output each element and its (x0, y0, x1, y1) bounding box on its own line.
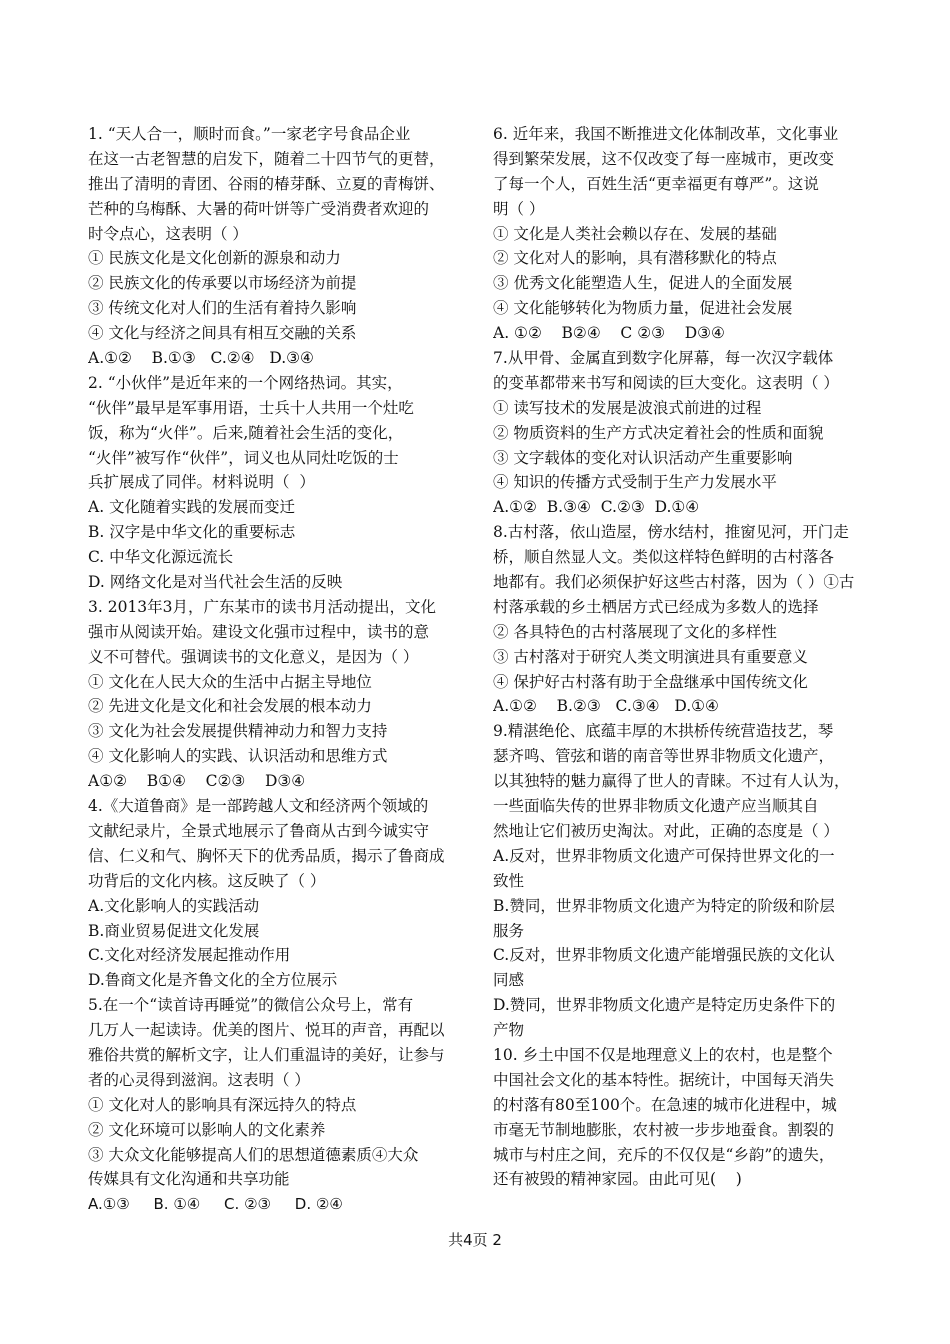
text-line: B.赞同，世界非物质文化遗产为特定的阶级和阶层 (493, 896, 835, 915)
text-line: ② 文化对人的影响，具有潜移默化的特点 (493, 249, 777, 268)
text-line: ① 文化对人的影响具有深远持久的特点 (88, 1095, 357, 1114)
text-line: 城市与村庄之间，充斥的不仅仅是“乡韵”的遗失， (493, 1145, 835, 1164)
text-line: 产物 (493, 1021, 525, 1040)
text-line: ④ 保护好古村落有助于全盘继承中国传统文化 (493, 672, 808, 691)
text-line: ④ 文化与经济之间具有相互交融的关系 (88, 324, 357, 343)
text-line: ② 民族文化的传承要以市场经济为前提 (88, 274, 357, 293)
text-line: A①② B①④ C②③ D③④ (88, 772, 306, 791)
left-column (88, 122, 460, 1217)
text-line: ④ 知识的传播方式受制于生产力发展水平 (493, 473, 777, 492)
text-line: 5.在一个“读首诗再睡觉”的微信公众号上，常有 (88, 996, 414, 1015)
text-line: ② 先进文化是文化和社会发展的根本动力 (88, 697, 372, 716)
text-line: 9.精湛绝伦、底蕴丰厚的木拱桥传统营造技艺，琴 (493, 722, 834, 741)
text-line: 文献纪录片，全景式地展示了鲁商从古到今诚实守 (88, 821, 430, 840)
text-line: 饭，称为“火伴”。后来,随着社会生活的变化， (88, 423, 404, 442)
text-line: 了每一个人，百姓生活“更幸福更有尊严”。这说 (493, 174, 819, 193)
text-line: 村落承载的乡土栖居方式已经成为多数人的选择 (493, 597, 819, 616)
text-line: A.①② B.③④ C.②③ D.①④ (493, 498, 700, 517)
text-line: ② 文化环境可以影响人的文化素养 (88, 1120, 326, 1139)
text-line: 中国社会文化的基本特性。据统计，中国每天消失 (493, 1070, 835, 1089)
text-line: A.反对，世界非物质文化遗产可保持世界文化的一 (493, 846, 835, 865)
text-line: ① 读写技术的发展是波浪式前进的过程 (493, 398, 762, 417)
text-line: 致性 (493, 871, 525, 890)
text-line: 几万人一起读诗。优美的图片、悦耳的声音，再配以 (88, 1021, 445, 1040)
text-line: A. ①② B②④ C ②③ D③④ (493, 324, 725, 343)
text-line: 一些面临失传的世界非物质文化遗产应当顺其自 (493, 797, 819, 816)
text-line: 在这一古老智慧的启发下，随着二十四节气的更替， (88, 149, 445, 168)
text-line: 2. “小伙伴”是近年来的一个网络热词。其实， (88, 373, 403, 392)
text-line: “伙伴”最早是军事用语，士兵十人共用一个灶吃 (88, 398, 414, 417)
text-line: 桥，顺自然显人文。类似这样特色鲜明的古村落各 (493, 548, 835, 567)
text-line: 地都有。我们必须保护好这些古村落，因为（ ）①古 (493, 573, 855, 592)
text-line: ③ 文字载体的变化对认识活动产生重要影响 (493, 448, 793, 467)
text-line: ② 各具特色的古村落展现了文化的多样性 (493, 622, 777, 641)
text-line: D. 网络文化是对当代社会生活的反映 (88, 573, 343, 592)
text-line: “火伴”被写作“伙伴”，词义也从同灶吃饭的士 (88, 448, 399, 467)
text-line: 3. 2013年3月，广东某市的读书月活动提出，文化 (88, 597, 437, 616)
text-line: 推出了清明的青团、谷雨的椿芽酥、立夏的青梅饼、 (88, 174, 445, 193)
text-line: 雅俗共赏的解析文字，让人们重温诗的美好，让参与 (88, 1045, 445, 1064)
text-line: 兵扩展成了同伴。材料说明（ ） (88, 473, 315, 492)
text-line: ③ 大众文化能够提高人们的思想道德素质④大众 (88, 1145, 419, 1164)
text-line: 4.《大道鲁商》是一部跨越人文和经济两个领域的 (88, 797, 429, 816)
text-line: 1. “天人合一，顺时而食。”一家老字号食品企业 (88, 125, 411, 143)
text-line: ④ 文化影响人的实践、认识活动和思维方式 (88, 747, 388, 766)
text-line: C.反对，世界非物质文化遗产能增强民族的文化认 (493, 946, 835, 965)
text-line: B.商业贸易促进文化发展 (88, 921, 260, 940)
text-line: 传媒具有文化沟通和共享功能 (88, 1170, 290, 1189)
text-line: 的变革都带来书写和阅读的巨大变化。这表明（ ） (493, 373, 839, 392)
text-line: ① 文化在人民大众的生活中占据主导地位 (88, 672, 372, 691)
text-line: 服务 (493, 921, 525, 940)
text-line: ② 物质资料的生产方式决定着社会的性质和面貌 (493, 423, 824, 442)
text-line: A.文化影响人的实践活动 (88, 896, 260, 915)
text-line: D.赞同，世界非物质文化遗产是特定历史条件下的 (493, 996, 836, 1015)
text-line: 然地让它们被历史淘汰。对此，正确的态度是（ ） (493, 821, 839, 840)
text-line: ③ 文化为社会发展提供精神动力和智力支持 (88, 722, 388, 741)
text-line: 同感 (493, 971, 525, 990)
text-line: 得到繁荣发展，这不仅改变了每一座城市，更改变 (493, 149, 835, 168)
text-line: A. 文化随着实践的发展而变迁 (88, 498, 296, 517)
text-line: A.①③ B. ①④ C. ②③ D. ②④ (88, 1195, 343, 1214)
text-line: C.文化对经济发展起推动作用 (88, 946, 291, 965)
text-line: C. 中华文化源远流长 (88, 548, 234, 567)
text-line: 以其独特的魅力赢得了世人的青睐。不过有人认为， (493, 772, 850, 791)
text-line: 功背后的文化内核。这反映了（ ） (88, 871, 326, 890)
text-line: ④ 文化能够转化为物质力量，促进社会发展 (493, 299, 793, 318)
text-line: ③ 传统文化对人们的生活有着持久影响 (88, 299, 357, 318)
text-line: ③ 优秀文化能塑造人生，促进人的全面发展 (493, 274, 793, 293)
text-line: ① 民族文化是文化创新的源泉和动力 (88, 249, 341, 268)
text-line: 市毫无节制地膨胀，农村被一步步地蚕食。割裂的 (493, 1120, 835, 1139)
text-line: 8.古村落，依山造屋，傍水结村，推窗见河，开门走 (493, 523, 849, 542)
text-line: ① 文化是人类社会赖以存在、发展的基础 (493, 224, 777, 243)
text-line: 强市从阅读开始。建设文化强市过程中，读书的意 (88, 622, 430, 641)
text-line: 义不可替代。强调读书的文化意义，是因为（ ） (88, 647, 419, 666)
text-line: 7.从甲骨、金属直到数字化屏幕，每一次汉字载体 (493, 349, 834, 368)
text-line: B. 汉字是中华文化的重要标志 (88, 523, 296, 542)
text-line: 瑟齐鸣、管弦和谐的南音等世界非物质文化遗产， (493, 747, 835, 766)
text-line: ③ 古村落对于研究人类文明演进具有重要意义 (493, 647, 808, 666)
text-line: 信、仁义和气、胸怀天下的优秀品质，揭示了鲁商成 (88, 846, 445, 865)
text-line: A.①② B.①③ C.②④ D.③④ (88, 349, 314, 368)
text-line: 6. 近年来，我国不断推进文化体制改革，文化事业 (493, 125, 839, 143)
text-line: 者的心灵得到滋润。这表明（ ） (88, 1070, 310, 1089)
text-line: 时令点心，这表明（ ） (88, 224, 248, 243)
text-line: A.①② B.②③ C.③④ D.①④ (493, 697, 719, 716)
page-footer: 共4页 2 (448, 1231, 502, 1249)
text-line: D.鲁商文化是齐鲁文化的全方位展示 (88, 971, 338, 990)
text-line: 10. 乡土中国不仅是地理意义上的农村，也是整个 (493, 1045, 833, 1064)
text-line: 的村落有80至100个。在急速的城市化进程中，城 (493, 1095, 837, 1114)
text-line: 芒种的乌梅酥、大暑的荷叶饼等广受消费者欢迎的 (88, 199, 430, 218)
right-column (493, 122, 865, 1192)
text-line: 还有被毁的精神家园。由此可见( ) (493, 1170, 742, 1189)
text-line: 明（ ） (493, 199, 545, 218)
